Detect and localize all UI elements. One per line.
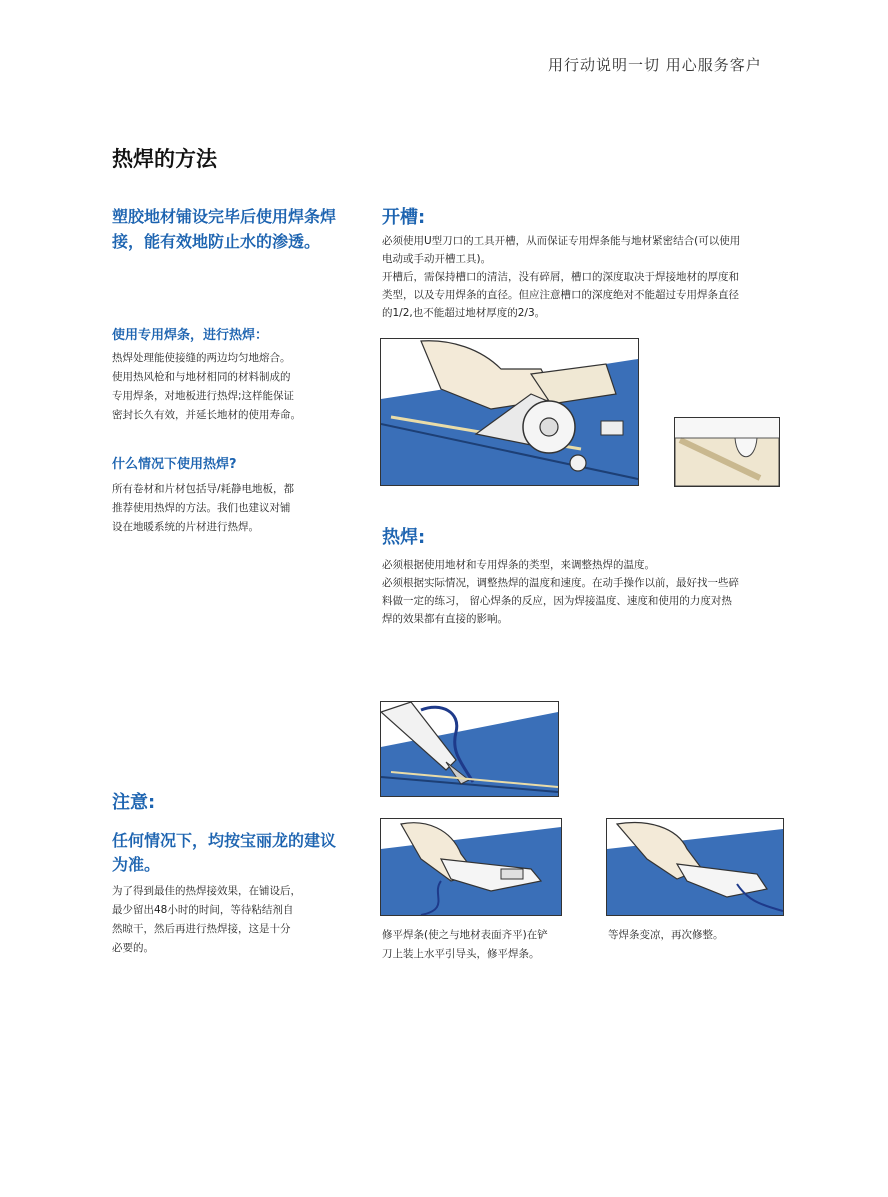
text-line: 必须根据实际情况，调整热焊的温度和速度。在动手操作以前，最好找一些碎 bbox=[382, 577, 739, 589]
text-line: 然晾干，然后再进行热焊接，这是十分 bbox=[112, 923, 291, 935]
hot-air-gun-illustration bbox=[380, 701, 559, 797]
text-line: 类型，以及专用焊条的直径。但应注意槽口的深度绝对不能超过专用焊条直径 bbox=[382, 289, 739, 301]
text-line: 热焊处理能使接缝的两边均匀地熔合。 bbox=[112, 352, 291, 364]
text-line: 为了得到最佳的热焊接效果，在铺设后， bbox=[112, 885, 301, 897]
section-body-special-welding-rod bbox=[112, 349, 301, 425]
text-line: 必须使用U型刀口的工具开槽，从而保证专用焊条能与地材紧密结合(可以使用 bbox=[382, 235, 741, 247]
text-line: 密封长久有效，并延长地材的使用寿命。 bbox=[112, 409, 301, 421]
text-line: 使用热风枪和与地材相同的材料制成的 bbox=[112, 371, 291, 383]
note-body bbox=[112, 882, 301, 958]
note-title: 注意: bbox=[112, 792, 156, 813]
grooving-title: 开槽: bbox=[382, 207, 426, 228]
grooving-body bbox=[382, 232, 792, 322]
text-line: 焊的效果都有直接的影响。 bbox=[382, 613, 508, 625]
lead-statement: 塑胶地材铺设完毕后使用焊条焊接，能有效地防止水的渗透。 bbox=[112, 207, 337, 251]
section-title-when-to-weld: 什么情况下使用热焊? bbox=[112, 457, 237, 472]
note-subtitle: 任何情况下，均按宝丽龙的建议为准。 bbox=[112, 831, 337, 874]
header-tagline: 用行动说明一切 用心服务客户 bbox=[548, 56, 762, 74]
caption-trim-with-guide bbox=[382, 926, 548, 964]
text-line: 必须根据使用地材和专用焊条的类型，来调整热焊的温度。 bbox=[382, 559, 655, 571]
section-body-when-to-weld bbox=[112, 480, 294, 537]
text-line: 开槽后，需保持槽口的清洁，没有碎屑，槽口的深度取决于焊接地材的厚度和 bbox=[382, 271, 739, 283]
text-line: 设在地暖系统的片材进行热焊。 bbox=[112, 521, 259, 533]
text-line: 修平焊条(使之与地材表面齐平)在铲 bbox=[382, 929, 548, 941]
welding-title: 热焊: bbox=[382, 527, 426, 548]
welding-body bbox=[382, 556, 792, 628]
caption-retrim: 等焊条变凉，再次修整。 bbox=[608, 929, 724, 941]
section-title-special-welding-rod: 使用专用焊条，进行热焊： bbox=[112, 328, 269, 343]
text-line: 最少留出48小时的时间，等待粘结剂自 bbox=[112, 904, 294, 916]
text-line: 的1/2,也不能超过地材厚度的2/3。 bbox=[382, 307, 546, 319]
text-line: 必要的。 bbox=[112, 942, 154, 954]
text-line: 专用焊条，对地板进行热焊;这样能保证 bbox=[112, 390, 295, 402]
groove-detail-illustration bbox=[674, 417, 780, 487]
text-line: 料做一定的练习， 留心焊条的反应，因为焊接温度、速度和使用的力度对热 bbox=[382, 595, 732, 607]
retrim-illustration bbox=[606, 818, 784, 916]
page-title: 热焊的方法 bbox=[112, 147, 217, 171]
text-line: 所有卷材和片材包括导/耗静电地板，都 bbox=[112, 483, 295, 495]
trimming-guide-illustration bbox=[380, 818, 562, 916]
grooving-tool-illustration bbox=[380, 338, 639, 486]
text-line: 电动或手动开槽工具)。 bbox=[382, 253, 492, 265]
text-line: 刀上装上水平引导头，修平焊条。 bbox=[382, 948, 540, 960]
text-line: 推荐使用热焊的方法。我们也建议对铺 bbox=[112, 502, 291, 514]
